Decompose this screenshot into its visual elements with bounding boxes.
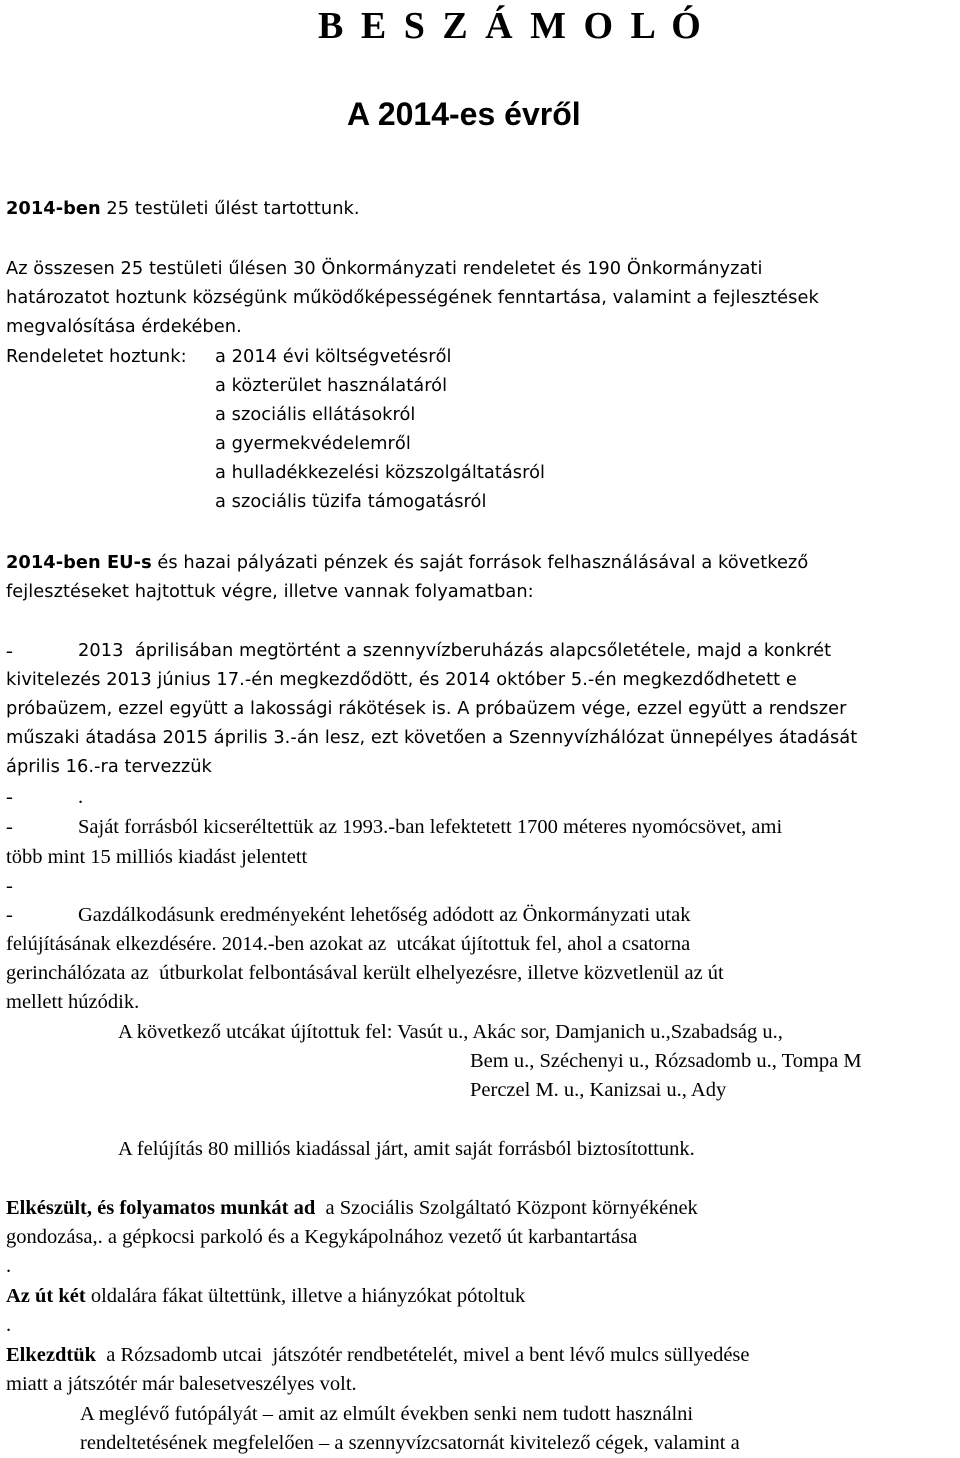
elkeszult-rest: a Szociális Szolgáltató Központ környékének [315,1197,698,1219]
item1-line: kivitelezés 2013 június 17.-én megkezdődött, és 2014 október 5.-én megkezdődhetett e [6,669,797,690]
elkezdtuk-rest: a Rózsadomb utcai játszótér rendbetételét, mivel a bent lévő mulcs süllyedése [96,1344,750,1366]
streets-line: A következő utcákat újítottuk fel: Vasút u., Akác sor, Damjanich u.,Szabadság u., [118,1021,783,1043]
intro-text: 25 testületi űlést tartottunk. [100,198,360,219]
bullet-dash: - [6,875,13,897]
bullet-dash: - [6,786,13,808]
rendelet-item: a közterület használatáról [215,375,448,396]
item1-line: április 16.-ra tervezzük [6,756,212,777]
para1-line: határozatot hoztunk községünk működőképességének fenntartása, valamint a fejlesztések [6,287,819,308]
rendeletek-label: Rendeletet hoztunk: [6,346,187,367]
fakat-bold: Az út két [6,1285,86,1307]
separator-dot: . [6,1255,12,1277]
elkeszult-line [6,1196,698,1220]
bullet-dash: - [6,904,13,926]
cost-line: A felújítás 80 milliós kiadással járt, amit saját forrásból biztosítottunk. [118,1138,695,1160]
eu-para-rest: és hazai pályázati pénzek és saját források felhasználásával a következő [151,552,809,573]
item1-line: műszaki átadása 2015 április 3.-án lesz, ezt követően a Szennyvízhálózat ünnepélyes átadását [6,727,858,748]
para1-line: Az összesen 25 testületi űlésen 30 Önkormányzati rendeletet és 190 Önkormányzati [6,258,763,279]
elkeszult-line: gondozása,. a gépkocsi parkoló és a Kegykápolnához vezető út karbantartása [6,1226,638,1248]
bullet-dash: - [6,816,13,838]
document-title: B E S Z Á M O L Ó [318,5,705,47]
rendelet-item: a szociális tüzifa támogatásról [215,491,487,512]
item1-line: próbaüzem, ezzel együtt a lakossági rákötések is. A próbaüzem vége, ezzel együtt a rendszer [6,698,847,719]
eu-para-line [6,551,808,575]
futopalya-line: rendeltetésének megfelelően – a szennyvízcsatornát kivitelező cégek, valamint a [80,1432,740,1454]
elkezdtuk-bold: Elkezdtük [6,1344,96,1366]
fakat-line [6,1284,525,1308]
document-subtitle: A 2014-es évről [347,96,581,132]
streets-line: Perczel M. u., Kanizsai u., Ady [470,1079,727,1101]
intro-line [6,197,360,221]
eu-para-line: fejlesztéseket hajtottuk végre, illetve vannak folyamatban: [6,581,534,602]
rendelet-item: a gyermekvédelemről [215,433,411,454]
item1-line: 2013 áprilisában megtörtént a szennyvízberuházás alapcsőletétele, majd a konkrét [78,640,832,661]
bullet-dot: . [78,786,84,808]
elkeszult-bold: Elkészült, és folyamatos munkát ad [6,1197,316,1219]
intro-bold: 2014-ben [6,198,101,219]
streets-line: Bem u., Széchenyi u., Rózsadomb u., Tompa M [470,1050,862,1072]
para1-line: megvalósítása érdekében. [6,316,242,337]
rendelet-item: a hulladékkezelési közszolgáltatásról [215,462,546,483]
separator-dot: . [6,1314,12,1336]
rendelet-item: a 2014 évi költségvetésről [215,346,452,367]
item3-line: gerinchálózata az útburkolat felbontásával került elhelyezésre, illetve közvetlenül az út [6,962,724,984]
elkezdtuk-line [6,1343,750,1367]
item2-line: Saját forrásból kicseréltettük az 1993.-ban lefektetett 1700 méteres nyomócsövet, ami [78,816,783,838]
rendelet-item: a szociális ellátásokról [215,404,416,425]
item3-line: mellett húzódik. [6,991,140,1013]
eu-para-bold: 2014-ben EU-s [6,552,152,573]
bullet-dash: - [6,640,13,662]
futopalya-line: A meglévő futópályát – amit az elmúlt években senki nem tudott használni [80,1403,694,1425]
item2-line: több mint 15 milliós kiadást jelentett [6,846,308,868]
elkezdtuk-line: miatt a játszótér már balesetveszélyes volt. [6,1373,357,1395]
item3-line: Gazdálkodásunk eredményeként lehetőség adódott az Önkormányzati utak [78,904,691,926]
item3-line: felújításának elkezdésére. 2014.-ben azokat az utcákat újítottuk fel, ahol a csatorna [6,933,691,955]
fakat-rest: oldalára fákat ültettünk, illetve a hiányzókat pótoltuk [85,1285,526,1307]
